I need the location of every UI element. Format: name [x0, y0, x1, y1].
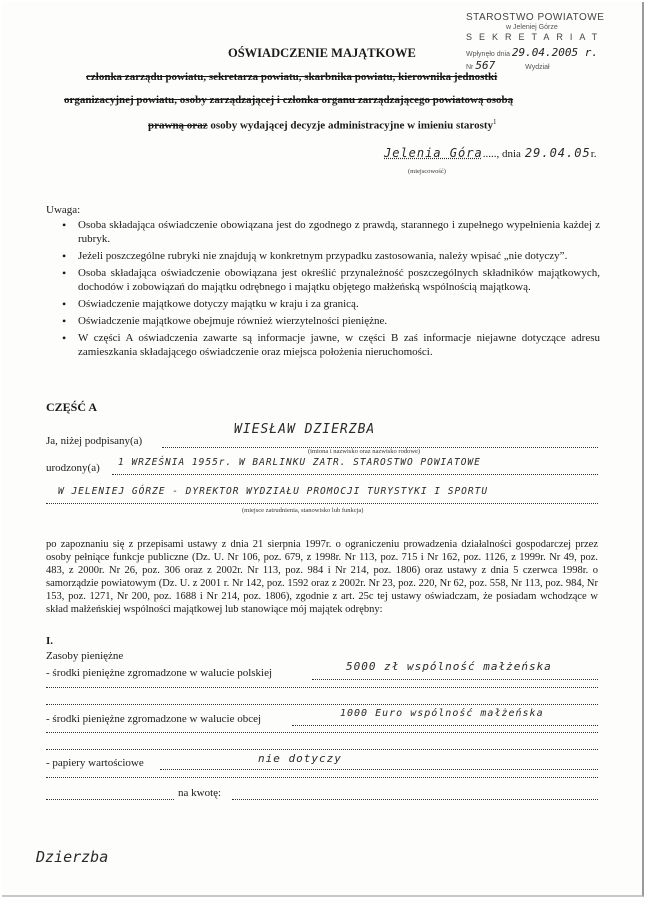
document-page: [2, 2, 644, 897]
notes-heading: Uwaga:: [46, 204, 81, 216]
amount-label: na kwotę:: [178, 787, 222, 799]
registry-stamp: [454, 8, 619, 70]
document-title: OŚWIADCZENIE MAJĄTKOWE: [228, 46, 416, 60]
header-line-3-struck: prawną oraz: [148, 119, 208, 132]
stamp-received-date: 29.04.2005 r.: [511, 46, 599, 59]
place-caption: (miejscowość): [408, 168, 446, 175]
stamp-no-value: 567: [475, 59, 496, 72]
blank-line: [46, 748, 598, 750]
stamp-sent-label: Wydział: [525, 64, 550, 71]
header-line-3: [148, 115, 497, 133]
date-label: , dnia: [496, 148, 521, 160]
securities-label: - papiery wartościowe: [46, 757, 144, 769]
amount-line: [232, 786, 598, 800]
blank-line: [46, 731, 598, 733]
header-line-3-rest: osoby wydającej decyzje administracyjne w imieniu starosty: [207, 119, 494, 132]
blank-line: [46, 686, 598, 688]
stamp-dept: SEKRETARIAT: [466, 32, 605, 42]
note-item: • Oświadczenie majątkowe obejmuje również wierzytelności pieniężne.: [60, 314, 600, 328]
signer-line: [162, 434, 598, 448]
note-item: • Oświadczenie majątkowe dotyczy majątku w kraju i za granicą.: [60, 297, 600, 311]
amount-prefix-line: [46, 786, 174, 800]
stamp-received-label: Wpłynęło dnia: [466, 51, 510, 58]
part-a-heading: CZĘŚĆ A: [46, 400, 98, 414]
header-line-2: organizacyjnej powiatu, osoby zarządzającej i członka organu zarządzającego powiatową osobą: [64, 94, 514, 106]
foreign-label: - środki pieniężne zgromadzone w walucie obcej: [46, 713, 262, 725]
pln-value: 5000 zł wspólność małżeńska: [346, 660, 552, 673]
securities-value: nie dotyczy: [258, 752, 342, 765]
header-line-1: członka zarządu powiatu, sekretarza powiatu, skarbnika powiatu, kierownika jednostki: [86, 71, 498, 83]
stamp-city: w Jeleniej Górze: [506, 24, 558, 31]
note-item: • W części A oświadczenia zawarte są informacje jawne, w części B zaś informacje niejawne dotyczące adresu zamieszkania składającego oświadczenie oraz miejsca położenia nieruchomości.: [60, 331, 600, 359]
blank-line: [46, 703, 598, 705]
note-item: • Osoba składająca oświadczenie obowiązana jest określić przynależność poszczególnych składników majątkowych, dochodów i zobowiązań do majątku odrębnego i majątku objętego małżeńską wspólnością majątkową.: [60, 266, 600, 294]
born-value: 1 WRZEŚNIA 1955r. W BARLINKU ZATR. STAROSTWO POWIATOWE: [118, 457, 481, 468]
signer-caption: (imiona i nazwisko oraz nazwisko rodowe): [308, 448, 421, 455]
foreign-value: 1000 Euro wspólność małżeńska: [340, 708, 544, 719]
section-number: I.: [46, 635, 54, 647]
employment-value: W JELENIEJ GÓRZE - DYREKTOR WYDZIAŁU PROMOCJI TURYSTYKI I SPORTU: [58, 486, 489, 497]
securities-line: [160, 756, 598, 770]
blank-line: [46, 776, 598, 778]
signature: Dzierzba: [36, 848, 109, 866]
signer-value: WIESŁAW DZIERZBA: [234, 422, 376, 437]
stamp-received: [466, 46, 598, 59]
zasoby-heading: Zasoby pieniężne: [46, 650, 124, 662]
pln-label: - środki pieniężne zgromadzone w walucie polskiej: [46, 667, 273, 679]
signer-label: Ja, niżej podpisany(a): [46, 435, 143, 447]
born-label: urodzony(a): [46, 462, 100, 474]
legal-paragraph: po zapoznaniu się z przepisami ustawy z dnia 21 sierpnia 1997r. o ograniczeniu prowadzenia działalności gospodarczej przez osoby pełniące funkcje publiczne (Dz. U. Nr 106, poz. 679, z 1998r. Nr 113, poz. 715 i Nr 162, poz. 1126, z 1999r. Nr 49, poz. 483, z 2000r. Nr 26, poz. 306 oraz z 2002r. Nr 113, poz. 984 i Nr 214, poz. 1806) oraz ustawy z dnia 5 czerwca 1998r. o samorządzie powiatowym (Dz. U. z 2001 r. Nr 142, poz. 1592 oraz z 2002r. Nr 23, poz. 220, Nr 62, poz. 558, Nr 113, poz. 984, Nr 153, poz. 1271, Nr 200, poz. 1688 i Nr 214, poz. 1806), zgodnie z art. 25c tej ustawy oświadczam, że posiadam wchodzące w skład małżeńskiej wspólności majątkowej lub stanowiące mój majątek odrębny:: [46, 539, 598, 615]
place-date-line: [384, 146, 597, 160]
note-item: • Osoba składająca oświadczenie obowiązana jest do zgodnego z prawdą, starannego i zupełnego wypełnienia każdej z rubryk.: [60, 218, 600, 246]
place-value: Jelenia Góra: [384, 146, 483, 160]
footnote-mark: 1: [493, 118, 497, 126]
place-dots: .....: [482, 148, 497, 160]
employment-caption: (miejsce zatrudnienia, stanowisko lub funkcja): [242, 507, 364, 514]
stamp-office: STAROSTWO POWIATOWE: [466, 12, 605, 23]
date-value: 29.04.05: [524, 146, 591, 160]
note-item: • Jeżeli poszczególne rubryki nie znajdują w konkretnym przypadku zastosowania, należy wpisać „nie dotyczy”.: [60, 249, 600, 263]
notes-list: [60, 218, 600, 362]
stamp-no-label: Nr: [466, 64, 474, 71]
date-suffix: r.: [590, 148, 597, 160]
